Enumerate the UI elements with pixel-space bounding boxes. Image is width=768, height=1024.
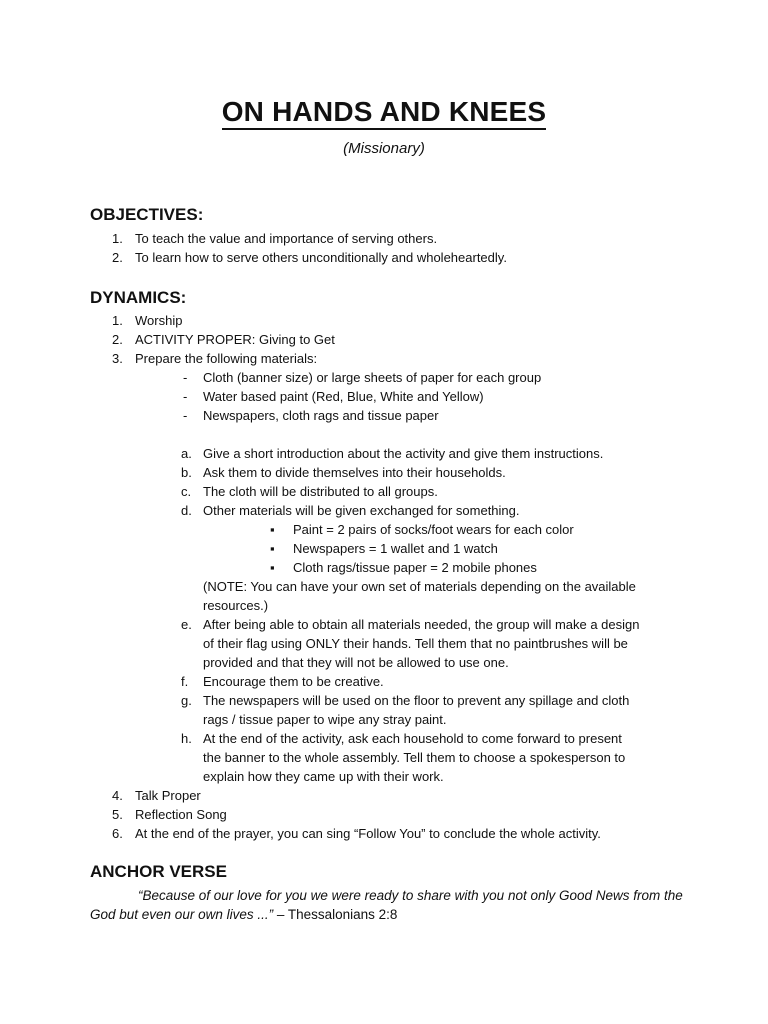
step-item-marker: a. — [181, 446, 192, 461]
material-item: Cloth (banner size) or large sheets of paper for each group — [203, 370, 542, 385]
note-line: resources.) — [203, 598, 269, 613]
exchange-item-marker: ▪ — [270, 560, 275, 575]
dynamics-item-marker: 5. — [112, 807, 123, 822]
dynamics-item-marker: 6. — [112, 826, 123, 841]
note-line: (NOTE: You can have your own set of materials depending on the available — [203, 579, 636, 594]
step-item: At the end of the activity, ask each household to come forward to present — [203, 731, 622, 746]
anchor-verse-heading: ANCHOR VERSE — [90, 862, 227, 881]
step-item: Encourage them to be creative. — [203, 674, 384, 689]
step-item: Ask them to divide themselves into their households. — [203, 465, 506, 480]
doc-subtitle: (Missionary) — [343, 140, 425, 157]
step-item: explain how they came up with their work. — [203, 769, 444, 784]
material-item-marker: - — [183, 370, 188, 385]
step-item-marker: f. — [181, 674, 189, 689]
dynamics-heading: DYNAMICS: — [90, 288, 187, 307]
objective-item-marker: 1. — [112, 231, 123, 246]
dynamics-item: Talk Proper — [135, 788, 201, 803]
exchange-item-marker: ▪ — [270, 522, 275, 537]
exchange-item: Paint = 2 pairs of socks/foot wears for each color — [293, 522, 574, 537]
dynamics-item-marker: 3. — [112, 351, 123, 366]
dynamics-item: Reflection Song — [135, 807, 227, 822]
objective-item: To learn how to serve others unconditionally and wholeheartedly. — [135, 250, 507, 265]
step-item: The newspapers will be used on the floor to prevent any spillage and cloth — [203, 693, 630, 708]
step-item: the banner to the whole assembly. Tell them to choose a spokesperson to — [203, 750, 626, 765]
step-item-marker: h. — [181, 731, 192, 746]
verse-reference: – Thessalonians 2:8 — [273, 907, 398, 922]
material-item: Newspapers, cloth rags and tissue paper — [203, 408, 439, 423]
step-item: The cloth will be distributed to all groups. — [203, 484, 438, 499]
material-item-marker: - — [183, 389, 188, 404]
dynamics-item-marker: 2. — [112, 332, 123, 347]
objective-item: To teach the value and importance of serving others. — [135, 231, 438, 246]
step-item: Give a short introduction about the activity and give them instructions. — [203, 446, 604, 461]
dynamics-item: At the end of the prayer, you can sing “Follow You” to conclude the whole activity. — [135, 826, 601, 841]
step-item: After being able to obtain all materials needed, the group will make a design — [203, 617, 640, 632]
step-item-marker: b. — [181, 465, 192, 480]
step-item: of their flag using ONLY their hands. Tell them that no paintbrushes will be — [203, 636, 628, 651]
material-item-marker: - — [183, 408, 188, 423]
step-item: provided and that they will not be allowed to use one. — [203, 655, 509, 670]
dynamics-item-marker: 1. — [112, 313, 123, 328]
dynamics-item: Worship — [135, 313, 183, 328]
material-item: Water based paint (Red, Blue, White and Yellow) — [203, 389, 484, 404]
exchange-item: Cloth rags/tissue paper = 2 mobile phones — [293, 560, 537, 575]
objective-item-marker: 2. — [112, 250, 123, 265]
anchor-verse — [90, 886, 690, 924]
step-item: Other materials will be given exchanged for something. — [203, 503, 520, 518]
step-item-marker: g. — [181, 693, 192, 708]
step-item: rags / tissue paper to wipe any stray paint. — [203, 712, 447, 727]
exchange-item: Newspapers = 1 wallet and 1 watch — [293, 541, 498, 556]
exchange-item-marker: ▪ — [270, 541, 275, 556]
step-item-marker: d. — [181, 503, 192, 518]
step-item-marker: e. — [181, 617, 192, 632]
dynamics-item: ACTIVITY PROPER: Giving to Get — [135, 332, 335, 347]
objectives-heading: OBJECTIVES: — [90, 205, 204, 224]
dynamics-item-marker: 4. — [112, 788, 123, 803]
step-item-marker: c. — [181, 484, 192, 499]
doc-title: ON HANDS AND KNEES — [0, 96, 768, 128]
dynamics-item: Prepare the following materials: — [135, 351, 318, 366]
verse-quote: “Because of our love for you we were ready to share with you not only Good News from the God but even our own lives ...” — [90, 888, 683, 922]
